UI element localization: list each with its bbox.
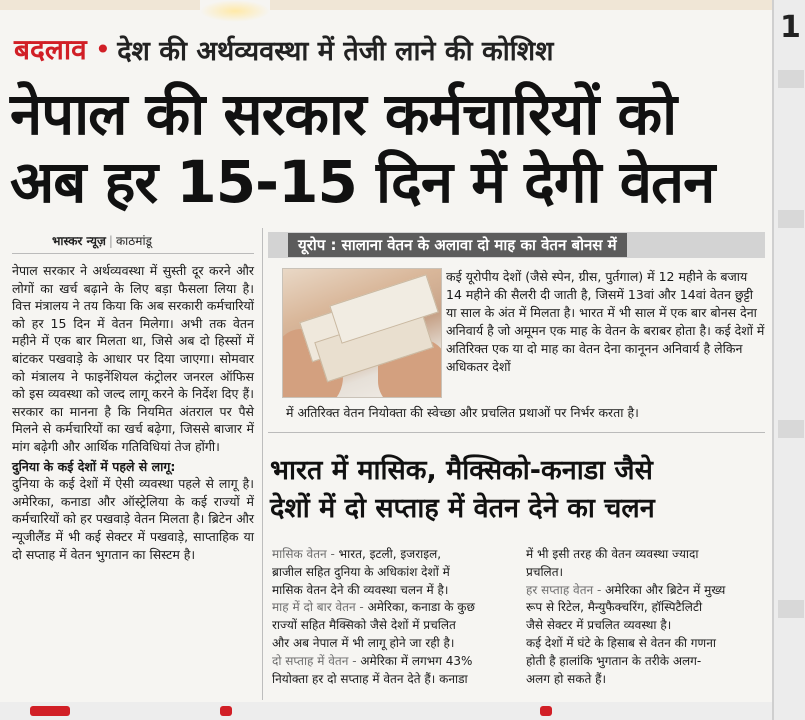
bottom-red-mark: [540, 706, 552, 716]
headline-line-1: नेपाल की सरकार कर्मचारियों को: [10, 80, 677, 148]
adjacent-page-block: [778, 210, 804, 228]
india-column-1: [272, 546, 512, 688]
kicker-tag: बदलाव: [14, 33, 87, 66]
money-in-hands-photo: [282, 268, 442, 398]
byline: [52, 232, 152, 249]
text-line: में भी इसी तरह की वेतन व्यवस्था ज्यादा: [526, 547, 699, 561]
europe-box-title: यूरोप : सालाना वेतन के अलावा दो माह का वेतन बोनस में: [288, 233, 627, 257]
byline-city: काठमांडू: [115, 234, 152, 248]
india-heading-line-1: भारत में मासिक, मैक्सिको-कनाडा जैसे: [270, 455, 653, 486]
europe-box-body-last-line: में अतिरिक्त वेतन नियोक्ता की स्वेच्छा और प्रचलित प्रथाओं पर निर्भर करता है।: [286, 405, 639, 420]
text-line: होती है हालांकि भुगतान के तरीके अलग-: [526, 653, 702, 668]
adjacent-page-number: 1: [780, 10, 801, 45]
text-line: और अब नेपाल में भी लागू होने जा रही है।: [272, 635, 455, 650]
label-monthly-salary: मासिक वेतन -: [272, 547, 335, 561]
kicker-subtitle: देश की अर्थव्यवस्था में तेजी लाने की कोशिश: [117, 35, 554, 67]
text-line: अलग हो सकते हैं।: [526, 671, 607, 686]
text-line: कई देशों में घंटे के हिसाब से वेतन की गणना: [526, 635, 716, 650]
text-line: रूप से रिटेल, मैन्युफैक्चरिंग, हॉस्पिटैलिटी: [526, 600, 703, 615]
india-column-2: [526, 546, 769, 688]
page-headline: [10, 80, 765, 216]
bullet-icon: •: [94, 32, 112, 66]
label-weekly-salary: हर सप्ताह वेतन -: [526, 582, 602, 597]
left-paragraph-2: दुनिया के कई देशों में ऐसी व्यवस्था पहले से लागू है। अमेरिका, कनाडा और ऑस्ट्रेलिया के कई राज्यों में कर्मचारियों को हर पखवाड़े वेतन मिलता है। ब्रिटेन और न्यूजीलैंड में भी कई सेक्टर में पखवाड़े, साप्ताहिक या दो सप्ताह में वेतन भुगतान का सिस्टम है।: [12, 476, 254, 562]
europe-box-body: कई यूरोपीय देशों (जैसे स्पेन, ग्रीस, पुर्तगाल) में 12 महीने के बजाय 14 महीने की सैलरी दी जाती है, जिसमें 13वां और 14वां वेतन छुट्टी या साल के अंत में मिलता है। भारत में भी साल में एक बार बोनस देना अनिवार्य है जो अमूमन एक माह के वेतन के बराबर होता है। कई देशों में अतिरिक्त एक या दो माह का वेतन देना कानूनन अनिवार्य है लेकिन अधिकतर देशों: [446, 269, 765, 374]
text-line: अमेरिका, कनाडा के कुछ: [363, 600, 475, 615]
text-line: नियोक्ता हर दो सप्ताह में वेतन देते हैं। कनाडा: [272, 671, 468, 686]
headline-line-2: अब हर 15-15 दिन में देगी वेतन: [10, 148, 715, 216]
left-paragraph-1: नेपाल सरकार ने अर्थव्यवस्था में सुस्ती दूर करने और लोगों का खर्च बढ़ाने के लिए बड़ा फैसला लिया है। वित्त मंत्रालय ने तय किया कि अब सरकारी कर्मचारियों को हर 15 दिन में वेतन मिलेगा। अभी तक वेतन महीने में एक बार मिलता था, जिसे अब दो हिस्सों में बांटकर पखवाड़े के आधार पर दिया जाएगा। सोमवार को मंत्रालय ने फाइनेंशियल कंट्रोलर जनरल ऑफिस को इस व्यवस्था को जल्द लागू करने के निर्देश दिए हैं। सरकार का मानना है कि नियमित अंतराल पर पैसे मिलने से कर्मचारियों का खर्च बढ़ेगा, जिससे बाजार में मांग बढ़ेगी और आर्थिक गतिविधियां तेज होंगी।: [12, 263, 254, 454]
adjacent-page-block: [778, 70, 804, 88]
text-line: अमेरिका और ब्रिटेन में मुख्य: [601, 582, 726, 597]
bottom-red-mark: [30, 706, 70, 716]
byline-source: भास्कर न्यूज़: [52, 234, 106, 248]
adjacent-page-block: [778, 420, 804, 438]
left-subhead: दुनिया के कई देशों में पहले से लागू:: [12, 458, 176, 474]
text-line: जैसे सेक्टर में प्रचलित व्यवस्था है।: [526, 618, 672, 633]
byline-separator: |: [108, 234, 113, 248]
text-line: प्रचलित।: [526, 564, 564, 579]
section-divider: [268, 432, 765, 433]
decorative-glow: [200, 0, 270, 22]
text-line: अमेरिका में लगभग 43%: [356, 653, 473, 668]
bottom-red-mark: [220, 706, 232, 716]
byline-divider: [12, 253, 254, 254]
text-line: भारत, इटली, इजराइल,: [334, 547, 442, 561]
adjacent-page-strip: [772, 0, 805, 720]
india-section-heading: [270, 452, 770, 528]
europe-box-header: [268, 232, 765, 258]
bottom-strip: [0, 702, 772, 720]
column-divider: [262, 228, 263, 700]
top-border: [0, 0, 772, 10]
adjacent-page-block: [778, 600, 804, 618]
text-line: राज्यों सहित मैक्सिको जैसे देशों में प्रचलित: [272, 618, 456, 633]
label-twice-monthly-salary: माह में दो बार वेतन -: [272, 600, 364, 615]
india-heading-line-2: देशों में दो सप्ताह में वेतन देने का चलन: [270, 493, 655, 524]
kicker: [14, 32, 553, 66]
text-line: ब्राजील सहित दुनिया के अधिकांश देशों में: [272, 564, 450, 579]
left-article-column: [12, 262, 254, 563]
text-line: मासिक वेतन देने की व्यवस्था चलन में है।: [272, 582, 449, 597]
label-biweekly-salary: दो सप्ताह में वेतन -: [272, 653, 357, 668]
